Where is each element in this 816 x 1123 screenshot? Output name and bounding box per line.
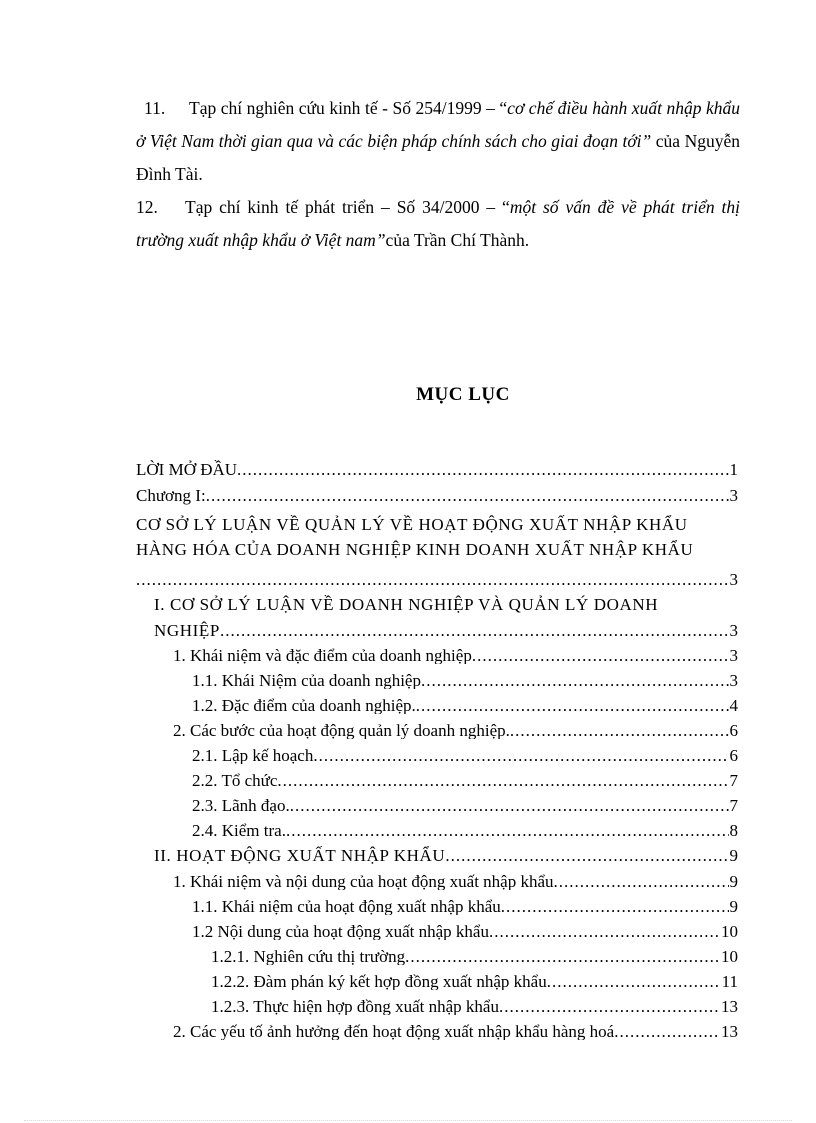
toc-leader bbox=[286, 814, 729, 839]
toc-entry: 1. Khái niệm và đặc điểm của doanh nghiệp ..... 3 bbox=[136, 640, 738, 664]
toc-leader bbox=[421, 664, 729, 689]
toc-entry bbox=[136, 563, 738, 590]
toc-entry: 1.2 Nội dung của hoạt động xuất nhập khẩu ..... 10 bbox=[136, 915, 738, 940]
toc-leader bbox=[237, 460, 728, 480]
table-of-contents bbox=[136, 458, 738, 1040]
toc-leader bbox=[499, 990, 720, 1015]
page-bottom-divider bbox=[24, 1120, 792, 1121]
toc-heading-line: HÀNG HÓA CỦA DOANH NGHIỆP KINH DOANH XUẤT NHẬP KHẨU bbox=[136, 540, 694, 559]
toc-page: 11 bbox=[721, 972, 738, 990]
toc-page: 9 bbox=[729, 897, 738, 915]
toc-entry: 1.2. Đặc điểm của doanh nghiệp. ..... 4 bbox=[136, 689, 738, 714]
toc-heading-line: CƠ SỞ LÝ LUẬN VỀ QUẢN LÝ VỀ HOẠT ĐỘNG XUẤT NHẬP KHẨU bbox=[136, 515, 688, 534]
toc-page: 10 bbox=[721, 947, 738, 965]
toc-leader bbox=[547, 965, 721, 990]
toc-entry: LỜI MỞ ĐẦU ..... 1 bbox=[136, 460, 738, 486]
toc-page: 6 bbox=[729, 746, 738, 764]
toc-page: 3 bbox=[729, 486, 738, 505]
toc-page: 3 bbox=[729, 646, 738, 664]
toc-entry: 1.2.3. Thực hiện hợp đồng xuất nhập khẩu ..... 13 bbox=[136, 990, 738, 1015]
toc-leader bbox=[405, 940, 720, 965]
reference-title: cơ chế điều hành xuất nhập khẩu ở Việt Nam thời gian qua và các biện pháp chính sách cho giai đoạn tới” bbox=[136, 98, 740, 151]
toc-leader bbox=[290, 789, 729, 814]
toc-leader bbox=[313, 739, 728, 764]
toc-leader bbox=[445, 839, 728, 865]
reference-author: của Nguyễn Đình Tài. bbox=[136, 131, 740, 184]
reference-12 bbox=[136, 191, 740, 257]
toc-entry: NGHIỆP ..... 3 bbox=[136, 616, 738, 640]
toc-title: MỤC LỤC bbox=[416, 384, 510, 405]
reference-number: 12. bbox=[136, 197, 158, 217]
reference-text: Tạp chí nghiên cứu kinh tế - Số 254/1999 – “ bbox=[189, 98, 508, 118]
toc-page: 13 bbox=[721, 1022, 738, 1040]
toc-entry: 2.3. Lãnh đạo. ..... 7 bbox=[136, 789, 738, 814]
toc-entry: II. HOẠT ĐỘNG XUẤT NHẬP KHẨU ..... 9 bbox=[136, 839, 738, 865]
toc-page: 7 bbox=[729, 796, 738, 814]
toc-leader bbox=[416, 689, 729, 714]
reference-author: của Trần Chí Thành. bbox=[385, 230, 530, 250]
toc-page: 9 bbox=[729, 846, 738, 865]
toc-entry: 1.2.2. Đàm phán ký kết hợp đồng xuất nhập khẩu ..... 11 bbox=[136, 965, 738, 990]
toc-leader bbox=[489, 915, 720, 940]
toc-leader bbox=[220, 616, 729, 640]
toc-leader bbox=[136, 563, 729, 590]
toc-entry: Chương I: ..... 3 bbox=[136, 486, 738, 510]
toc-page: 4 bbox=[729, 696, 738, 714]
toc-entry: 2.4. Kiểm tra. ..... 8 bbox=[136, 814, 738, 839]
toc-entry: 1. Khái niệm và nội dung của hoạt động xuất nhập khẩu ..... 9 bbox=[136, 865, 738, 890]
toc-heading-line: I. CƠ SỞ LÝ LUẬN VỀ DOANH NGHIỆP VÀ QUẢN LÝ DOANH bbox=[154, 595, 659, 614]
toc-entry: 2.2. Tổ chức ..... 7 bbox=[136, 764, 738, 789]
toc-leader bbox=[614, 1015, 720, 1040]
toc-page: 3 bbox=[729, 671, 738, 689]
toc-entry: 2.1. Lập kế hoạch ..... 6 bbox=[136, 739, 738, 764]
toc-page: 13 bbox=[721, 997, 738, 1015]
toc-page: 3 bbox=[729, 621, 738, 640]
toc-leader bbox=[501, 890, 729, 915]
reference-number: 11. bbox=[144, 98, 166, 118]
reference-11 bbox=[136, 92, 740, 191]
toc-page: 10 bbox=[721, 922, 738, 940]
toc-leader bbox=[206, 486, 729, 506]
toc-entry: 1.1. Khái Niệm của doanh nghiệp ..... 3 bbox=[136, 664, 738, 689]
reference-text: Tạp chí kinh tế phát triển – Số 34/2000 – “ bbox=[185, 197, 510, 217]
toc-page: 6 bbox=[729, 721, 738, 739]
toc-page: 7 bbox=[729, 771, 738, 789]
toc-entry: 1.1. Khái niệm của hoạt động xuất nhập khẩu ..... 9 bbox=[136, 890, 738, 915]
toc-leader bbox=[472, 640, 729, 664]
toc-page: 1 bbox=[729, 460, 738, 479]
toc-page: 9 bbox=[729, 872, 738, 890]
toc-entry: 2. Các bước của hoạt động quản lý doanh nghiệp. ..... 6 bbox=[136, 714, 738, 739]
reference-title: một số vấn đề về phát triển thị trường xuất nhập khẩu ở Việt nam” bbox=[136, 197, 740, 250]
toc-entry: 2. Các yếu tố ảnh hưởng đến hoạt động xuất nhập khẩu hàng hoá ..... 13 bbox=[136, 1015, 738, 1040]
toc-leader bbox=[554, 865, 729, 890]
toc-entry: 1.2.1. Nghiên cứu thị trường ..... 10 bbox=[136, 940, 738, 965]
toc-leader bbox=[510, 714, 729, 739]
toc-page: 3 bbox=[729, 570, 738, 589]
toc-leader bbox=[277, 764, 728, 789]
references-section bbox=[136, 92, 740, 257]
toc-page: 8 bbox=[729, 821, 738, 839]
